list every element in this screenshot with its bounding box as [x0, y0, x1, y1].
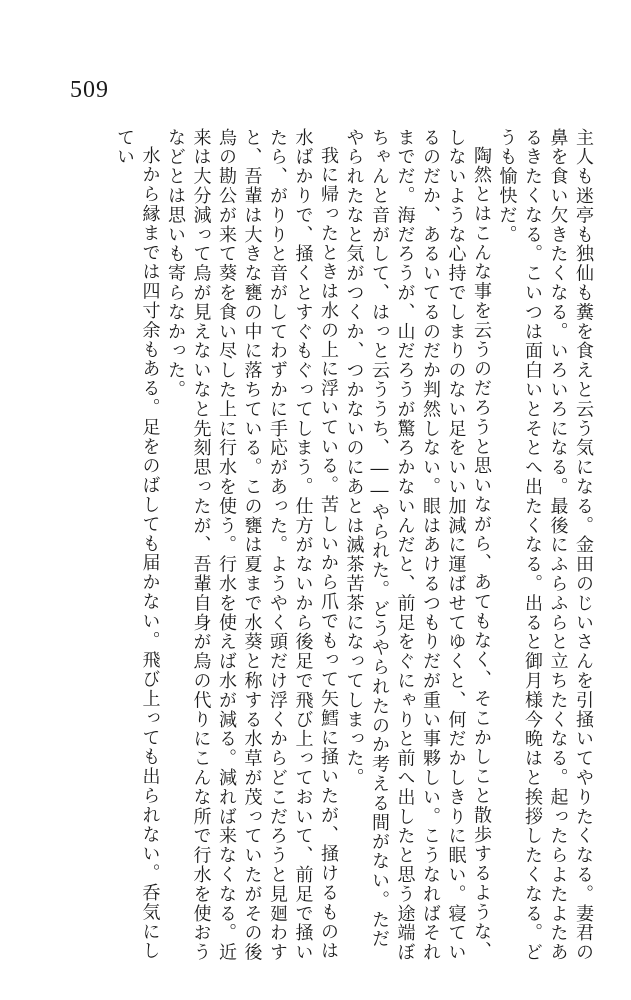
- paragraph-1: 主人も迷亭も独仙も糞を食えと云う気になる。金田のじいさんを引掻いてやりたくなる。妻君の鼻を食い欠きたくなる。いろいろになる。最後にふらふらと立ちたくなる。起ったらよたよたあるきたくなる。こいつは面白いとそとへ出たくなる。出ると御月様今晩はと挨拶したくなる。どうも愉快だ。: [496, 128, 594, 963]
- page-number: 509: [70, 77, 109, 103]
- paragraph-3: 我に帰ったときは水の上に浮いている。苦しいから爪でもって矢鱈に掻いたが、掻けるものは水ばかりで、掻くとすぐもぐってしまう。仕方がないから後足で飛び上っておいて、前足で掻いたら、がりりと音がしてわずかに手応があった。ようやく頭だけ浮くからどこだろうと見廻わすと、吾輩は大きな甕の中に落ちている。この甕は夏まで水葵と称する水草が茂っていたがその後烏の勘公が来て葵を食い尽した上に行水を使う。行水を使えば水が減る。減れば来なくなる。近来は大分減って烏が見えないなと先刻思ったが、吾輩自身が烏の代りにこんな所で行水を使おうなどとは思いも寄らなかった。: [165, 128, 339, 963]
- body-text: [76, 128, 596, 963]
- paragraph-2: 陶然とはこんな事を云うのだろうと思いながら、あてもなく、そこかしこと散歩するような、しないような心持でしまりのない足をいい加減に運ばせてゆくと、何だかしきりに眠い。寝ているのだか、あるいてるのだか判然しない。眼はあけるつもりだが重い事夥しい。こうなればそれまでだ。海だろうが、山だろうが驚ろかないんだと、前足をぐにゃりと前へ出したと思う途端ぼちゃんと音がして、はっと云ううち、――やられた。どうやられたのか考える間がない。ただやられたなと気がつくか、つかないのにあとは滅茶苦茶になってしまった。: [343, 128, 492, 963]
- paragraph-4: 水から縁までは四寸余もある。足をのばしても届かない。飛び上っても出られない。呑気にしてい: [114, 128, 161, 961]
